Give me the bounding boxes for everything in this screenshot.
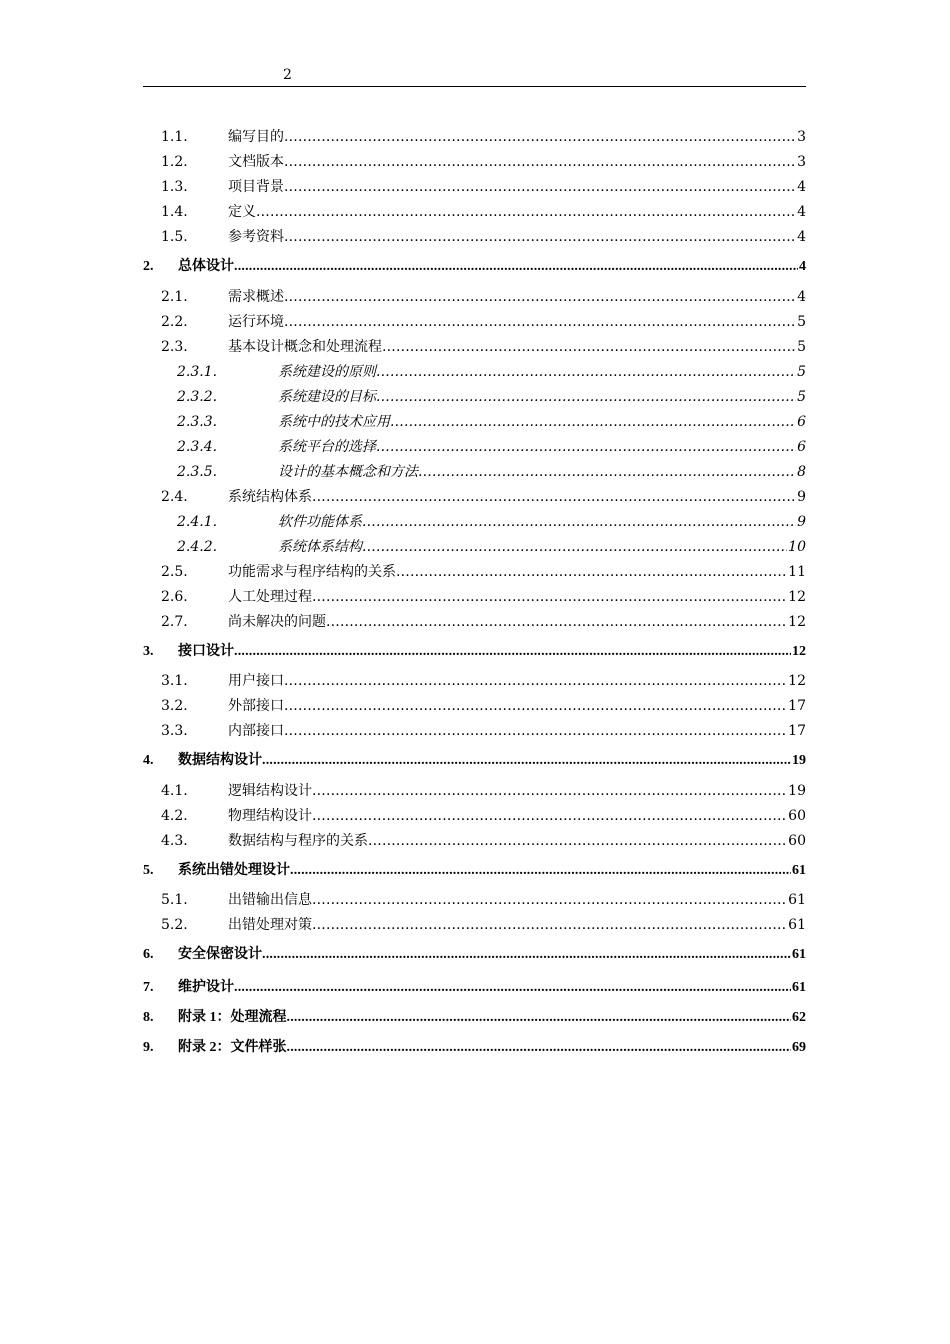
toc-entry-title: 定义 [228,204,256,220]
toc-entry-page: 61 [788,917,806,933]
toc-entry-page: 8 [797,463,806,480]
toc-dot-leader [312,888,787,913]
toc-entry-number: 2.1. [161,288,188,305]
toc-dot-leader [362,535,787,560]
toc-entry-number: 4.1. [161,782,188,799]
toc-entry-page: 3 [797,154,806,170]
toc-entry-page: 4 [797,288,806,305]
toc-entry-number: 4. [143,753,154,768]
toc-entry-title: 出错处理对策 [228,917,312,933]
toc-entry-title: 维护设计 [178,979,234,995]
toc-entry-title: 系统结构体系 [228,488,312,505]
toc-entry-title: 参考资料 [228,229,284,245]
toc-entry[interactable] [143,669,806,694]
toc-entry-number: 2. [143,259,154,274]
toc-entry-title: 附录 1：处理流程 [178,1009,287,1025]
toc-entry-number: 2.4. [161,488,188,505]
toc-entry-title: 内部接口 [228,723,284,739]
toc-entry-title: 运行环境 [228,313,284,330]
toc-entry-number: 3.2. [161,698,188,714]
toc-entry-page: 4 [797,229,806,245]
toc-entry-number: 1.2. [161,154,188,170]
toc-entry-page: 60 [788,807,806,824]
toc-dot-leader [262,938,791,973]
toc-entry[interactable] [143,460,806,485]
toc-entry[interactable] [143,779,806,804]
toc-entry-title: 系统建设的目标 [278,388,376,405]
toc-dot-leader [396,560,787,585]
toc-entry-title: 系统建设的原则 [278,363,376,380]
toc-dot-leader [262,744,791,779]
toc-dot-leader [418,460,796,485]
toc-dot-leader [284,225,796,250]
toc-dot-leader [284,285,796,310]
toc-entry-page: 9 [797,488,806,505]
toc-dot-leader [256,200,796,225]
toc-entry-page: 12 [788,588,806,605]
toc-entry-page: 6 [797,413,806,430]
toc-dot-leader [284,694,787,719]
toc-entry-number: 2.3. [161,338,188,355]
toc-entry-number: 1.4. [161,204,188,220]
toc-entry-number: 1.5. [161,229,188,245]
toc-entry-title: 逻辑结构设计 [228,782,312,799]
toc-entry[interactable] [143,535,806,560]
toc-entry[interactable] [143,225,806,250]
toc-entry-number: 2.7. [161,613,188,630]
toc-entry[interactable] [143,610,806,635]
toc-entry-title: 外部接口 [228,698,284,714]
toc-entry-title: 功能需求与程序结构的关系 [228,563,396,580]
toc-entry-page: 10 [788,538,806,555]
toc-dot-leader [362,510,796,535]
toc-entry-number: 3.1. [161,673,188,689]
toc-entry-page: 5 [797,388,806,405]
toc-entry[interactable] [143,829,806,854]
toc-entry-number: 9. [143,1039,154,1055]
toc-entry[interactable] [143,585,806,610]
toc-dot-leader [234,635,791,670]
toc-entry-page: 17 [788,698,806,714]
toc-dot-leader [312,804,787,829]
toc-entry-title: 软件功能体系 [278,513,362,530]
toc-dot-leader [312,485,796,510]
toc-dot-leader [234,250,798,285]
toc-dot-leader [284,175,796,200]
toc-dot-leader [368,829,787,854]
toc-entry[interactable] [143,854,806,889]
toc-entry-page: 6 [797,438,806,455]
toc-entry-title: 出错输出信息 [228,892,312,908]
toc-entry-number: 2.4.2. [177,538,218,555]
toc-entry[interactable] [143,485,806,510]
toc-entry-number: 7. [143,979,154,995]
toc-entry-title: 系统中的技术应用 [278,413,390,430]
toc-entry-number: 2.3.3. [177,413,218,430]
toc-entry[interactable] [143,435,806,460]
toc-entry-number: 8. [143,1009,154,1025]
toc-dot-leader [284,150,796,175]
page-number: 2 [283,67,292,83]
toc-entry-number: 5. [143,862,154,878]
toc-dot-leader [376,435,796,460]
toc-dot-leader [287,1003,792,1033]
toc-entry-number: 2.3.1. [177,363,218,380]
toc-dot-leader [312,585,787,610]
toc-entry-page: 4 [797,179,806,195]
toc-entry[interactable] [143,804,806,829]
toc-entry[interactable] [143,200,806,225]
toc-entry-title: 项目背景 [228,179,284,195]
toc-entry[interactable] [143,913,806,938]
toc-dot-leader [287,1033,792,1063]
toc-entry[interactable] [143,175,806,200]
toc-entry-title: 系统出错处理设计 [178,862,290,878]
toc-entry-number: 5.1. [161,892,188,908]
toc-entry-title: 数据结构设计 [178,753,262,768]
toc-entry[interactable] [143,1003,806,1033]
toc-entry-page: 61 [792,947,806,962]
toc-entry-number: 4.2. [161,807,188,824]
toc-dot-leader [234,973,791,1003]
toc-entry[interactable] [143,510,806,535]
toc-entry[interactable] [143,694,806,719]
toc-entry-page: 19 [788,782,806,799]
toc-entry[interactable] [143,385,806,410]
toc-entry-page: 5 [797,338,806,355]
toc-entry-title: 物理结构设计 [228,807,312,824]
toc-entry[interactable] [143,973,806,1003]
toc-entry-number: 5.2. [161,917,188,933]
toc-entry-number: 2.6. [161,588,188,605]
toc-entry[interactable] [143,635,806,670]
toc-entry-page: 9 [797,513,806,530]
toc-dot-leader [284,125,796,150]
toc-entry[interactable] [143,744,806,779]
toc-entry-title: 系统平台的选择 [278,438,376,455]
toc-entry-title: 尚未解决的问题 [228,613,326,630]
toc-entry-number: 2.3.5. [177,463,218,480]
toc-entry-page: 11 [788,563,806,580]
toc-dot-leader [284,669,787,694]
toc-entry-page: 69 [792,1039,806,1055]
toc-entry-title: 人工处理过程 [228,588,312,605]
toc-entry-page: 19 [792,753,806,768]
toc-dot-leader [312,913,787,938]
toc-entry-title: 编写目的 [228,129,284,145]
toc-entry[interactable] [143,560,806,585]
table-of-contents [143,125,806,1063]
toc-entry-page: 17 [788,723,806,739]
toc-entry-number: 4.3. [161,832,188,849]
toc-entry-page: 12 [788,673,806,689]
toc-dot-leader [376,385,796,410]
toc-entry-title: 接口设计 [178,643,234,659]
toc-entry[interactable] [143,310,806,335]
toc-entry-number: 2.5. [161,563,188,580]
toc-dot-leader [284,310,796,335]
toc-entry[interactable] [143,719,806,744]
toc-entry-title: 文档版本 [228,154,284,170]
toc-entry-page: 4 [799,259,806,274]
toc-entry-title: 安全保密设计 [178,947,262,962]
toc-entry-title: 数据结构与程序的关系 [228,832,368,849]
toc-entry[interactable] [143,335,806,360]
toc-entry[interactable] [143,125,806,150]
toc-entry-page: 60 [788,832,806,849]
toc-entry[interactable] [143,410,806,435]
toc-dot-leader [390,410,796,435]
toc-entry-number: 1.1. [161,129,188,145]
toc-entry[interactable] [143,150,806,175]
toc-entry-page: 61 [792,862,806,878]
toc-entry[interactable] [143,285,806,310]
toc-dot-leader [376,360,796,385]
toc-entry[interactable] [143,888,806,913]
toc-entry-page: 3 [797,129,806,145]
toc-entry-title: 设计的基本概念和方法 [278,463,418,480]
toc-dot-leader [312,779,787,804]
toc-entry-page: 12 [792,643,806,659]
toc-entry-page: 62 [792,1009,806,1025]
toc-entry-title: 需求概述 [228,288,284,305]
toc-entry[interactable] [143,1033,806,1063]
toc-entry-title: 总体设计 [178,259,234,274]
toc-entry[interactable] [143,938,806,973]
toc-entry-number: 3. [143,643,154,659]
toc-entry[interactable] [143,360,806,385]
toc-entry-page: 12 [788,613,806,630]
toc-entry-page: 5 [797,363,806,380]
toc-entry-number: 6. [143,947,154,962]
toc-dot-leader [290,854,791,889]
toc-dot-leader [284,719,787,744]
toc-entry-number: 2.3.2. [177,388,218,405]
toc-entry-title: 用户接口 [228,673,284,689]
toc-entry-page: 61 [792,979,806,995]
toc-entry-page: 5 [797,313,806,330]
toc-entry-number: 3.3. [161,723,188,739]
toc-entry-title: 附录 2：文件样张 [178,1039,287,1055]
toc-dot-leader [382,335,796,360]
toc-entry-number: 2.4.1. [177,513,218,530]
toc-entry-number: 1.3. [161,179,188,195]
toc-entry-page: 61 [788,892,806,908]
toc-entry-number: 2.2. [161,313,188,330]
header-rule [143,86,806,87]
toc-entry-page: 4 [797,204,806,220]
toc-dot-leader [326,610,787,635]
toc-entry-title: 基本设计概念和处理流程 [228,338,382,355]
toc-entry-number: 2.3.4. [177,438,218,455]
toc-entry[interactable] [143,250,806,285]
toc-entry-title: 系统体系结构 [278,538,362,555]
